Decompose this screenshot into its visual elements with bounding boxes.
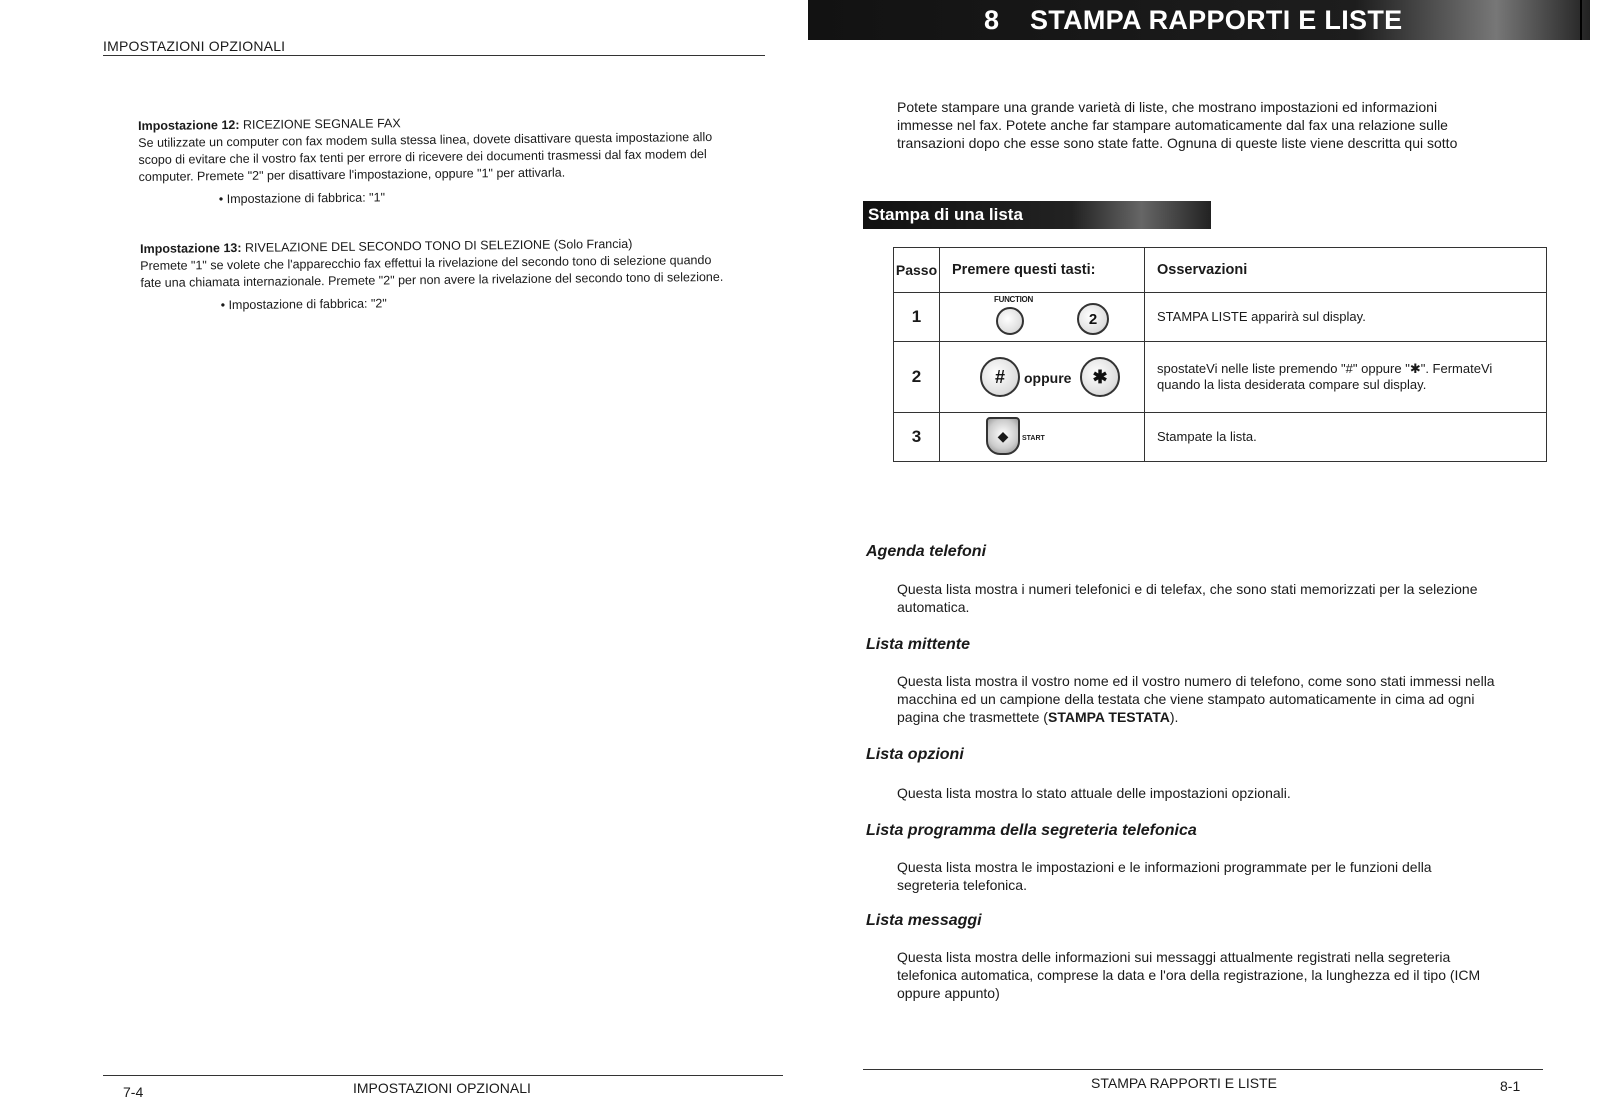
setting-12 [138,112,729,209]
key-2-icon: 2 [1077,303,1109,335]
list-heading-mittente: Lista mittente [866,636,971,653]
hash-key-icon: # [980,357,1020,397]
table-row [894,342,1547,413]
list-heading-opzioni: Lista opzioni [866,746,964,763]
header-rule [103,55,765,56]
list-text-opzioni: Questa lista mostra lo stato attuale delle impostazioni opzionali. [897,785,1291,801]
setting-13-factory: • Impostazione di fabbrica: "2" [220,296,387,313]
setting-13-body: Premete "1" se volete che l'apparecchio fax effettui la rivelazione del secondo tono di selezione quando fate una chiamata internazionale. Premete "2" per non avere la rivelazione del secondo tono di selezione. [140,253,724,290]
left-page-number: 7-4 [123,1084,144,1100]
function-key-icon [996,307,1024,335]
step-keys [940,413,1145,462]
chapter-title: STAMPA RAPPORTI E LISTE [1030,5,1403,35]
right-page-number: 8-1 [1500,1078,1521,1094]
chapter-title-bar [808,0,1590,40]
setting-12-factory: • Impostazione di fabbrica: "1" [218,190,386,207]
section-title: Stampa di una lista [868,205,1023,224]
header-notes: Osservazioni [1145,248,1547,293]
section-title-bar [863,201,1211,229]
list-text-mittente: Questa lista mostra il vostro nome ed il vostro numero di telefono, come sono stati immessi nella macchina ed un campione della testata che viene stampato automaticamente in cima ad ogni pagina che trasmettete (STAMPA TESTATA). [897,673,1495,725]
oppure-label: oppure [1024,370,1072,386]
list-heading-agenda: Agenda telefoni [866,543,987,560]
step-note: STAMPA LISTE apparirà sul display. [1145,293,1547,342]
left-footer-title: IMPOSTAZIONI OPZIONALI [353,1080,531,1096]
right-footer-title: STAMPA RAPPORTI E LISTE [1091,1075,1277,1091]
setting-13 [140,235,731,315]
left-page-header: IMPOSTAZIONI OPZIONALI [103,38,286,54]
setting-12-body: Se utilizzate un computer con fax modem sulla stessa linea, dovete disattivare questa impostazione allo scopo di evitare che il vostro fax tenti per errore di ricevere dei documenti trasmessi dal fax modem del computer. Premete "2" per disattivare l'impostazione, oppure "1" per attivarla. [138,129,713,184]
setting-12-title: RICEZIONE SEGNALE FAX [242,116,401,132]
list-text-agenda: Questa lista mostra i numeri telefonici e di telefax, che sono stati memorizzati per la selezione automatica. [897,581,1478,615]
step-number: 1 [894,293,940,342]
list-heading-segreteria: Lista programma della segreteria telefonica [866,822,1197,839]
list-text-segreteria: Questa lista mostra le impostazioni e le informazioni programmate per le funzioni della segreteria telefonica. [897,859,1432,893]
list-text-mittente-bold: STAMPA TESTATA [1047,709,1170,725]
list-text-mittente-main: Questa lista mostra il vostro nome ed il vostro numero di telefono, come sono stati immessi nella macchina ed un campione della testata che viene stampato automaticamente in cima ad ogni pagina che trasmettete [897,673,1495,725]
header-passo: Passo [894,248,940,293]
list-text-messaggi: Questa lista mostra delle informazioni sui messaggi attualmente registrati nella segreteria telefonica automatica, comprese la data e l'ora della registrazione, la lunghezza ed il tipo (ICM oppure appunto) [897,949,1481,1001]
step-note: spostateVi nelle liste premendo "#" oppure "✱". FermateVi quando la lista desiderata compare sul display. [1145,342,1547,413]
right-footer-rule [863,1069,1543,1070]
step-number: 2 [894,342,940,413]
chapter-number: 8 [984,5,1000,35]
steps-table [893,247,1547,462]
step-note: Stampate la lista. [1145,413,1547,462]
step-keys [940,293,1145,342]
start-key-label: START [1022,435,1045,442]
setting-12-label: Impostazione 12: [138,117,240,133]
step-number: 3 [894,413,940,462]
header-keys: Premere questi tasti: [940,248,1145,293]
step-keys [940,342,1145,413]
setting-13-title: RIVELAZIONE DEL SECONDO TONO DI SELEZIONE (Solo Francia) [244,236,633,255]
left-footer-rule [103,1075,783,1076]
setting-13-label: Impostazione 13: [140,240,242,256]
table-row [894,293,1547,342]
list-heading-messaggi: Lista messaggi [866,912,982,929]
function-key-label: FUNCTION [994,295,1033,304]
table-header-row [894,248,1547,293]
intro-paragraph: Potete stampare una grande varietà di liste, che mostrano impostazioni ed informazioni immesse nel fax. Potete anche far stampare automaticamente dal fax una relazione sulle transazioni dopo che esse sono state fatte. Ognuna di queste liste viene descritta qui sotto [897,99,1458,151]
star-key-icon: ✱ [1080,357,1120,397]
start-key-icon: ◆ [986,417,1020,455]
page-edge [1580,0,1582,40]
table-row [894,413,1547,462]
